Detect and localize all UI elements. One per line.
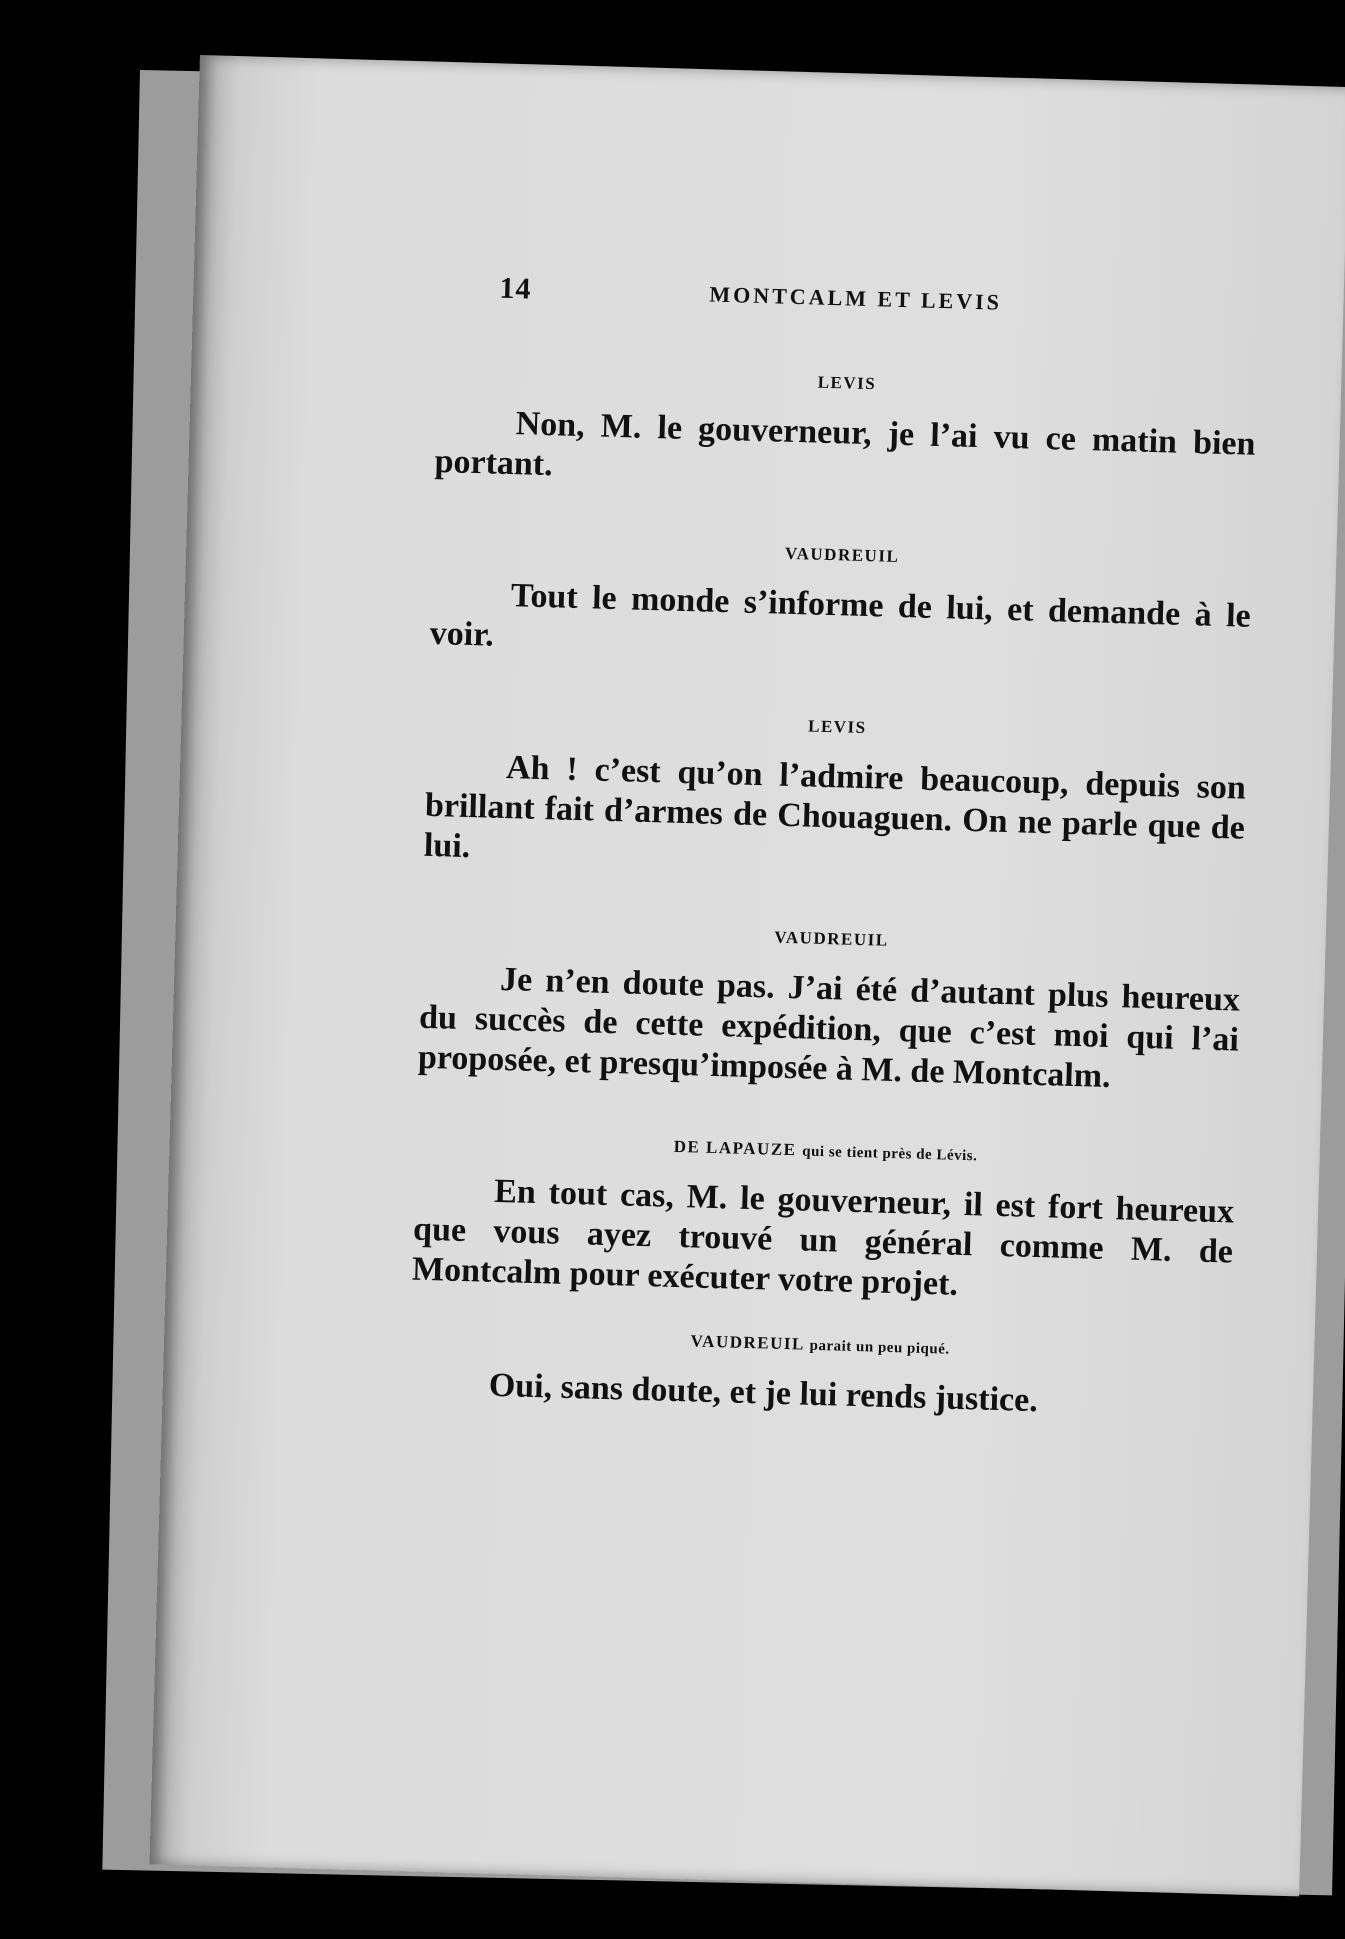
speaker-label: VAUDREUIL bbox=[774, 927, 889, 950]
stage-direction: qui se tient près de Lévis. bbox=[802, 1143, 978, 1165]
speaker-label: LEVIS bbox=[817, 372, 877, 394]
speaker-label: DE LAPAUZE bbox=[673, 1136, 797, 1160]
speaker-label: LEVIS bbox=[807, 716, 867, 738]
book-title: MONTCALM ET LEVIS bbox=[709, 281, 1003, 315]
speaker-label: VAUDREUIL bbox=[784, 543, 900, 566]
speaker-label: VAUDREUIL bbox=[690, 1331, 805, 1354]
dialogue-line: Je n’en doute pas. J’ai été d’autant plus heureux du succès de cette expédition, que c’est moi qui l’ai proposée, et presqu’imposée à M. de Montcalm. bbox=[417, 960, 1241, 1096]
page-text bbox=[408, 270, 1259, 1426]
stage-direction: parait un peu piqué. bbox=[809, 1337, 950, 1358]
dialogue-line: Tout le monde s’informe de lui, et demande à le voir. bbox=[429, 577, 1252, 654]
dialogue-line: En tout cas, M. le gouverneur, il est fort heureux que vous ayez trouvé un général comme M. de Montcalm pour exécuter votre projet. bbox=[411, 1172, 1235, 1303]
dialogue-line: Non, M. le gouverneur, je l’ai vu ce matin bien portant. bbox=[434, 405, 1256, 484]
dialogue-line: Ah ! c’est qu’on l’admire beaucoup, depuis son brillant fait d’armes de Chouaguen. On ne parle que de lui. bbox=[423, 749, 1247, 866]
page-number: 14 bbox=[499, 271, 532, 306]
dialogue-line: Oui, sans doute, et je lui rends justice. bbox=[488, 1366, 1039, 1420]
